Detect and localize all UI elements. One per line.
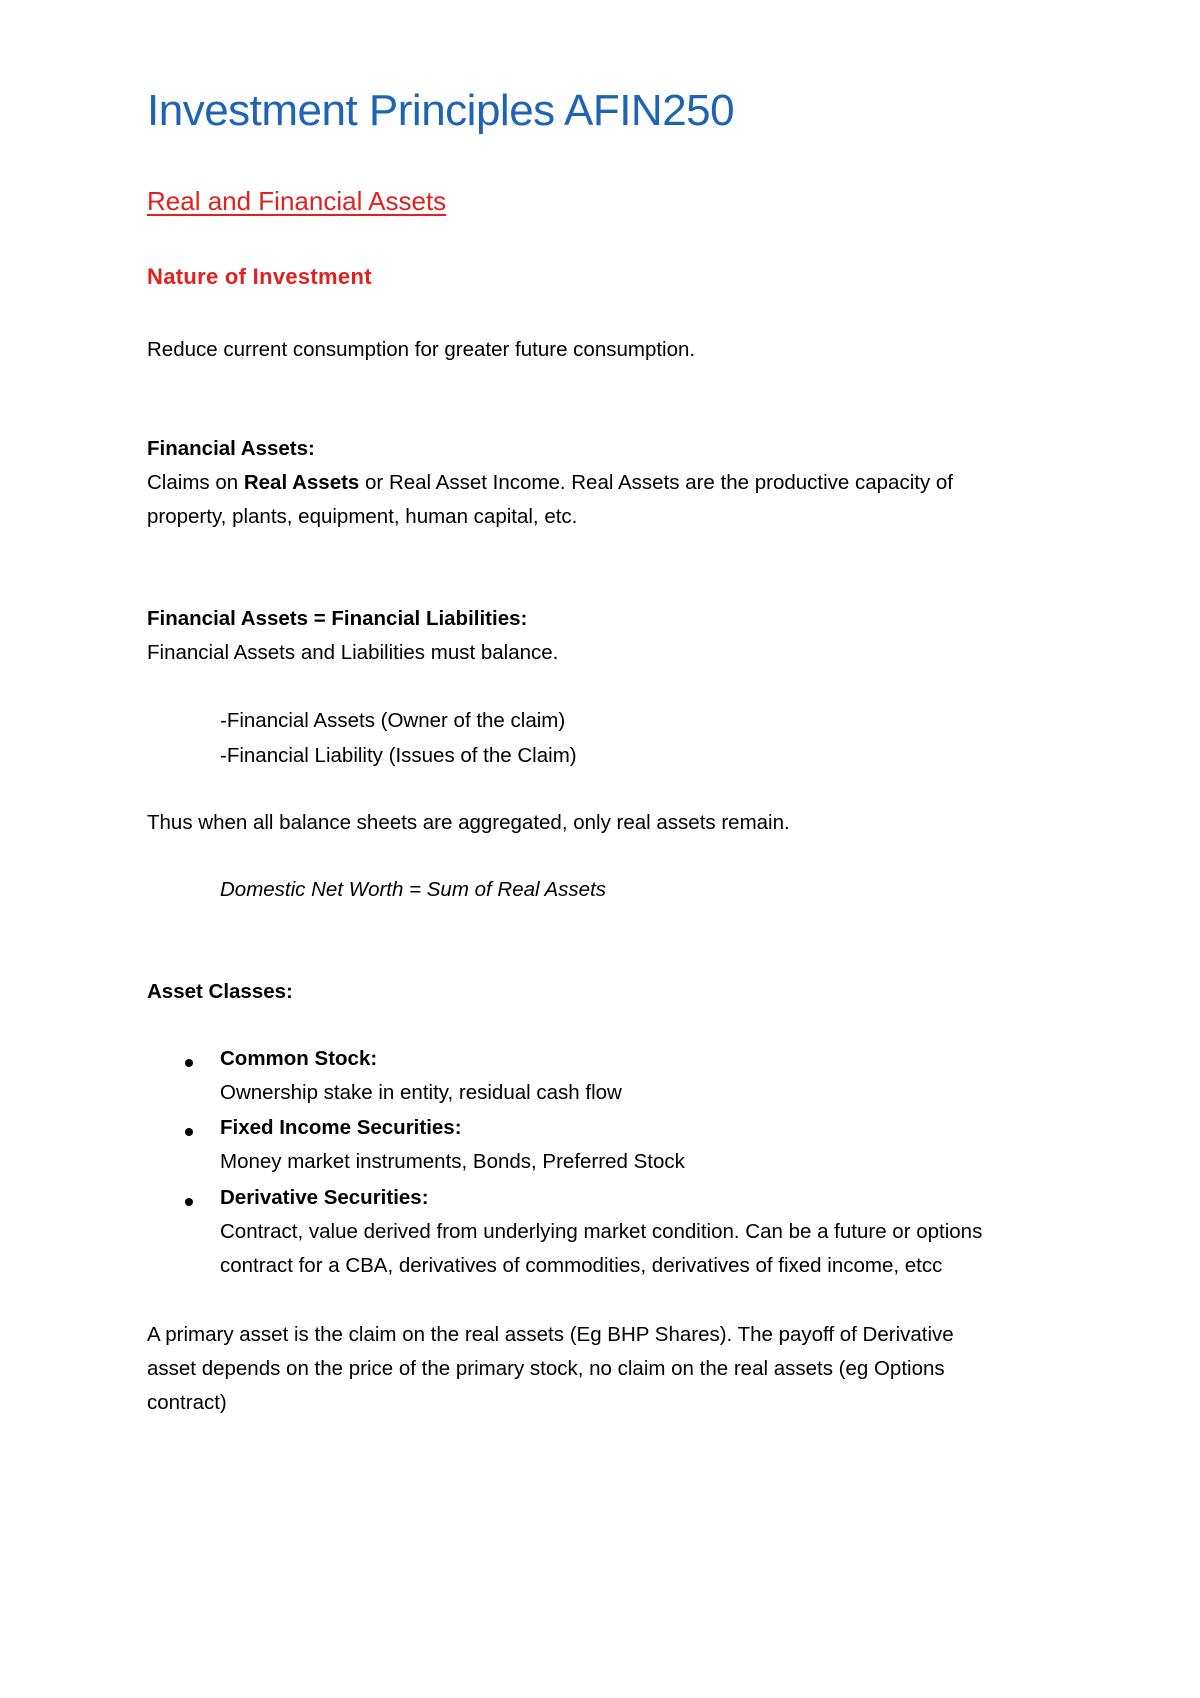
fa-text-pre: Claims on xyxy=(147,471,244,494)
financial-assets-line-1 xyxy=(147,466,953,500)
list-item-text: Ownership stake in entity, residual cash flow xyxy=(220,1081,622,1104)
bullet-icon xyxy=(185,1198,193,1206)
list-item-text: Contract, value derived from underlying market condition. Can be a future or options xyxy=(220,1220,983,1243)
subsection-title: Nature of Investment xyxy=(147,264,372,289)
closing-line-3: contract) xyxy=(147,1391,227,1414)
list-item-label: Common Stock: xyxy=(220,1047,378,1070)
list-item-text: Money market instruments, Bonds, Preferred Stock xyxy=(220,1150,685,1173)
balance-heading: Financial Assets = Financial Liabilities: xyxy=(147,607,528,630)
bullet-icon xyxy=(185,1128,193,1136)
formula-line: Domestic Net Worth = Sum of Real Assets xyxy=(220,878,607,901)
intro-paragraph: Reduce current consumption for greater future consumption. xyxy=(147,338,696,361)
balance-item-2: -Financial Liability (Issues of the Claim) xyxy=(220,744,577,767)
aggregate-line: Thus when all balance sheets are aggregated, only real assets remain. xyxy=(147,811,790,834)
fa-text-bold: Real Assets xyxy=(243,471,360,494)
document-title: Investment Principles AFIN250 xyxy=(147,86,735,135)
financial-assets-heading: Financial Assets: xyxy=(147,437,315,460)
list-item-label: Derivative Securities: xyxy=(220,1186,429,1209)
closing-line-2: asset depends on the price of the primary stock, no claim on the real assets (eg Options xyxy=(147,1357,945,1380)
balance-item-1: -Financial Assets (Owner of the claim) xyxy=(220,709,566,732)
list-item-label: Fixed Income Securities: xyxy=(220,1116,462,1139)
financial-assets-line-2: property, plants, equipment, human capital, etc. xyxy=(147,505,578,528)
fa-text-post: or Real Asset Income. Real Assets are the productive capacity of xyxy=(359,471,953,494)
asset-classes-heading: Asset Classes: xyxy=(147,980,293,1003)
bullet-icon xyxy=(185,1059,193,1067)
balance-line: Financial Assets and Liabilities must balance. xyxy=(147,641,559,664)
closing-line-1: A primary asset is the claim on the real assets (Eg BHP Shares). The payoff of Derivative xyxy=(147,1323,954,1346)
section-title: Real and Financial Assets xyxy=(147,186,447,216)
list-item-text: contract for a CBA, derivatives of commodities, derivatives of fixed income, etcc xyxy=(220,1254,943,1277)
